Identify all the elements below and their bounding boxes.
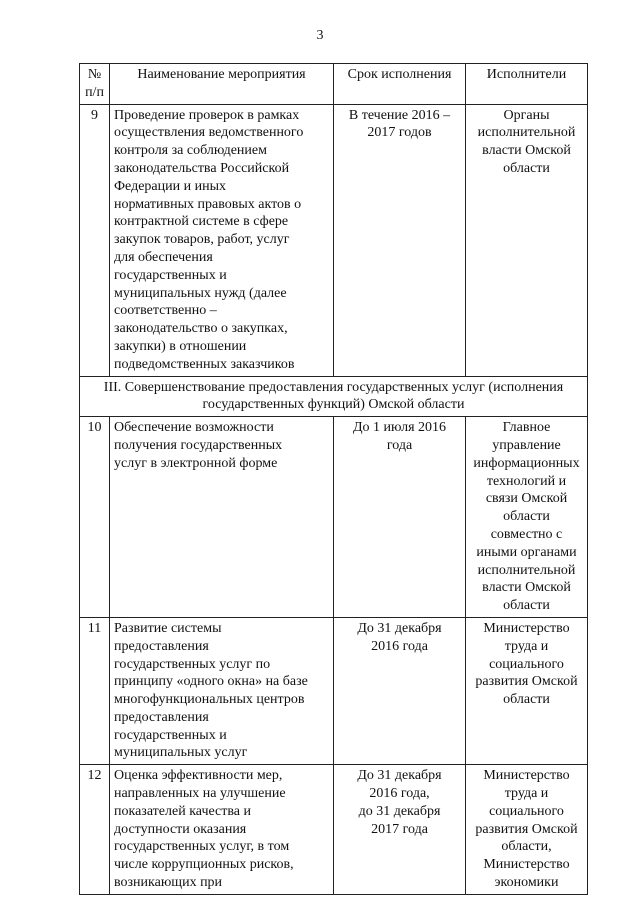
executor <box>466 765 588 895</box>
executor-line: Главное <box>502 420 551 436</box>
deadline <box>334 617 466 764</box>
measure-name-line: законодательства Российской <box>114 160 290 176</box>
page-number: 3 <box>316 28 324 43</box>
measure-name-line: предоставления <box>114 638 209 654</box>
executor-line: экономики <box>494 875 559 891</box>
row-number: 12 <box>80 765 110 895</box>
deadline <box>334 765 466 895</box>
section-title-line: государственных функций) Омской области <box>202 397 465 413</box>
measure-name-line: возникающих при <box>114 875 223 891</box>
executor-line: области, <box>501 839 552 855</box>
executor-line: социального <box>489 803 564 819</box>
measure-name-line: многофункциональных центров <box>114 692 305 708</box>
executor-line: труда и <box>504 786 549 802</box>
measure-name-line: муниципальных услуг <box>114 745 248 761</box>
executor <box>466 104 588 376</box>
executor-line: управление <box>492 437 561 453</box>
table-row <box>80 617 588 764</box>
measure-name-line: государственных и <box>114 727 227 743</box>
measure-name-line: предоставления <box>114 709 209 725</box>
measure-name-line: законодательство о закупках, <box>114 321 288 337</box>
row-number: 9 <box>80 104 110 376</box>
measure-name-line: принципу «одного окна» на базе <box>114 674 308 690</box>
executor-line: области <box>503 160 550 176</box>
executor-line: области <box>503 509 550 525</box>
section-row <box>80 376 588 417</box>
executor-line: труда и <box>504 638 549 654</box>
table-row <box>80 765 588 895</box>
measure-name-line: муниципальных нужд (далее <box>114 285 287 301</box>
header-term: Срок исполнения <box>334 64 466 105</box>
table-row <box>80 104 588 376</box>
table-row <box>80 417 588 618</box>
executor-line: власти Омской <box>482 580 571 596</box>
deadline-line: До 1 июля 2016 <box>352 420 447 436</box>
executor-line: Органы <box>503 107 550 123</box>
measure-name-line: закупок товаров, работ, услуг <box>114 232 290 248</box>
measure-name-line: нормативных правовых актов о <box>114 196 302 212</box>
measure-name-line: получения государственных <box>114 437 283 453</box>
deadline <box>334 417 466 618</box>
executor-line: Министерство <box>483 768 570 784</box>
measure-name-line: Развитие системы <box>114 620 222 636</box>
measure-name-line: государственных услуг по <box>114 656 271 672</box>
deadline-line: До 31 декабря <box>357 768 442 784</box>
executor-line: связи Омской <box>485 491 568 507</box>
executor-line: развития Омской <box>475 674 578 690</box>
measure-name-line: для обеспечения <box>114 249 213 265</box>
executor <box>466 617 588 764</box>
executor-line: совместно с <box>490 526 563 542</box>
measure-name-line: направленных на улучшение <box>114 786 286 802</box>
section-title <box>80 376 588 417</box>
deadline-line: 2017 годов <box>367 125 432 141</box>
deadline-line: до 31 декабря <box>358 803 441 819</box>
measure-name-line: Оценка эффективности мер, <box>114 768 283 784</box>
executor-line: исполнительной <box>477 125 576 141</box>
measure-name-line: услуг в электронной форме <box>114 455 278 471</box>
deadline-line: До 31 декабря <box>357 620 442 636</box>
executor <box>466 417 588 618</box>
deadline-line: В течение 2016 – <box>348 107 451 123</box>
executor-line: развития Омской <box>475 821 578 837</box>
measure-name-line: Федерации и иных <box>114 178 226 194</box>
deadline-line: года <box>386 437 413 453</box>
deadline-line: 2017 года <box>371 821 428 837</box>
deadline-line: 2016 года <box>371 638 428 654</box>
measure-name-line: Обеспечение возможности <box>114 420 274 436</box>
executor-line: области <box>503 692 550 708</box>
measure-name-line: Проведение проверок в рамках <box>114 107 300 123</box>
table-header-row <box>80 64 588 105</box>
executor-line: Министерство <box>483 857 570 873</box>
measure-name-line: государственных услуг, в том <box>114 839 290 855</box>
measure-name-line: подведомственных заказчиков <box>114 356 295 372</box>
measure-name-line: доступности оказания <box>114 821 247 837</box>
executor-line: социального <box>489 656 564 672</box>
measure-name-line: закупки) в отношении <box>114 338 247 354</box>
executor-line: власти Омской <box>482 143 571 159</box>
measure-name <box>110 617 334 764</box>
measure-name-line: осуществления ведомственного <box>114 125 304 141</box>
measure-name <box>110 765 334 895</box>
executor-line: области <box>503 598 550 614</box>
measure-name-line: показателей качества и <box>114 803 252 819</box>
deadline-line: 2016 года, <box>369 786 430 802</box>
measure-name <box>110 104 334 376</box>
row-number: 11 <box>80 617 110 764</box>
executor-line: Министерство <box>483 620 570 636</box>
measures-table <box>79 63 588 895</box>
row-number: 10 <box>80 417 110 618</box>
measure-name <box>110 417 334 618</box>
executor-line: исполнительной <box>477 562 576 578</box>
executor-line: иными органами <box>476 544 577 560</box>
measure-name-line: государственных и <box>114 267 227 283</box>
header-executor: Исполнители <box>466 64 588 105</box>
section-title-line: III. Совершенствование предоставления государственных услуг (исполнения <box>103 379 564 395</box>
deadline <box>334 104 466 376</box>
executor-line: информационных <box>473 455 580 471</box>
executor-line: технологий и <box>486 473 567 489</box>
measure-name-line: соответственно – <box>114 303 217 319</box>
header-num: № п/п <box>80 64 110 105</box>
measure-name-line: контроля за соблюдением <box>114 143 267 159</box>
header-name: Наименование мероприятия <box>110 64 334 105</box>
measure-name-line: контрактной системе в сфере <box>114 214 289 230</box>
measure-name-line: числе коррупционных рисков, <box>114 857 294 873</box>
